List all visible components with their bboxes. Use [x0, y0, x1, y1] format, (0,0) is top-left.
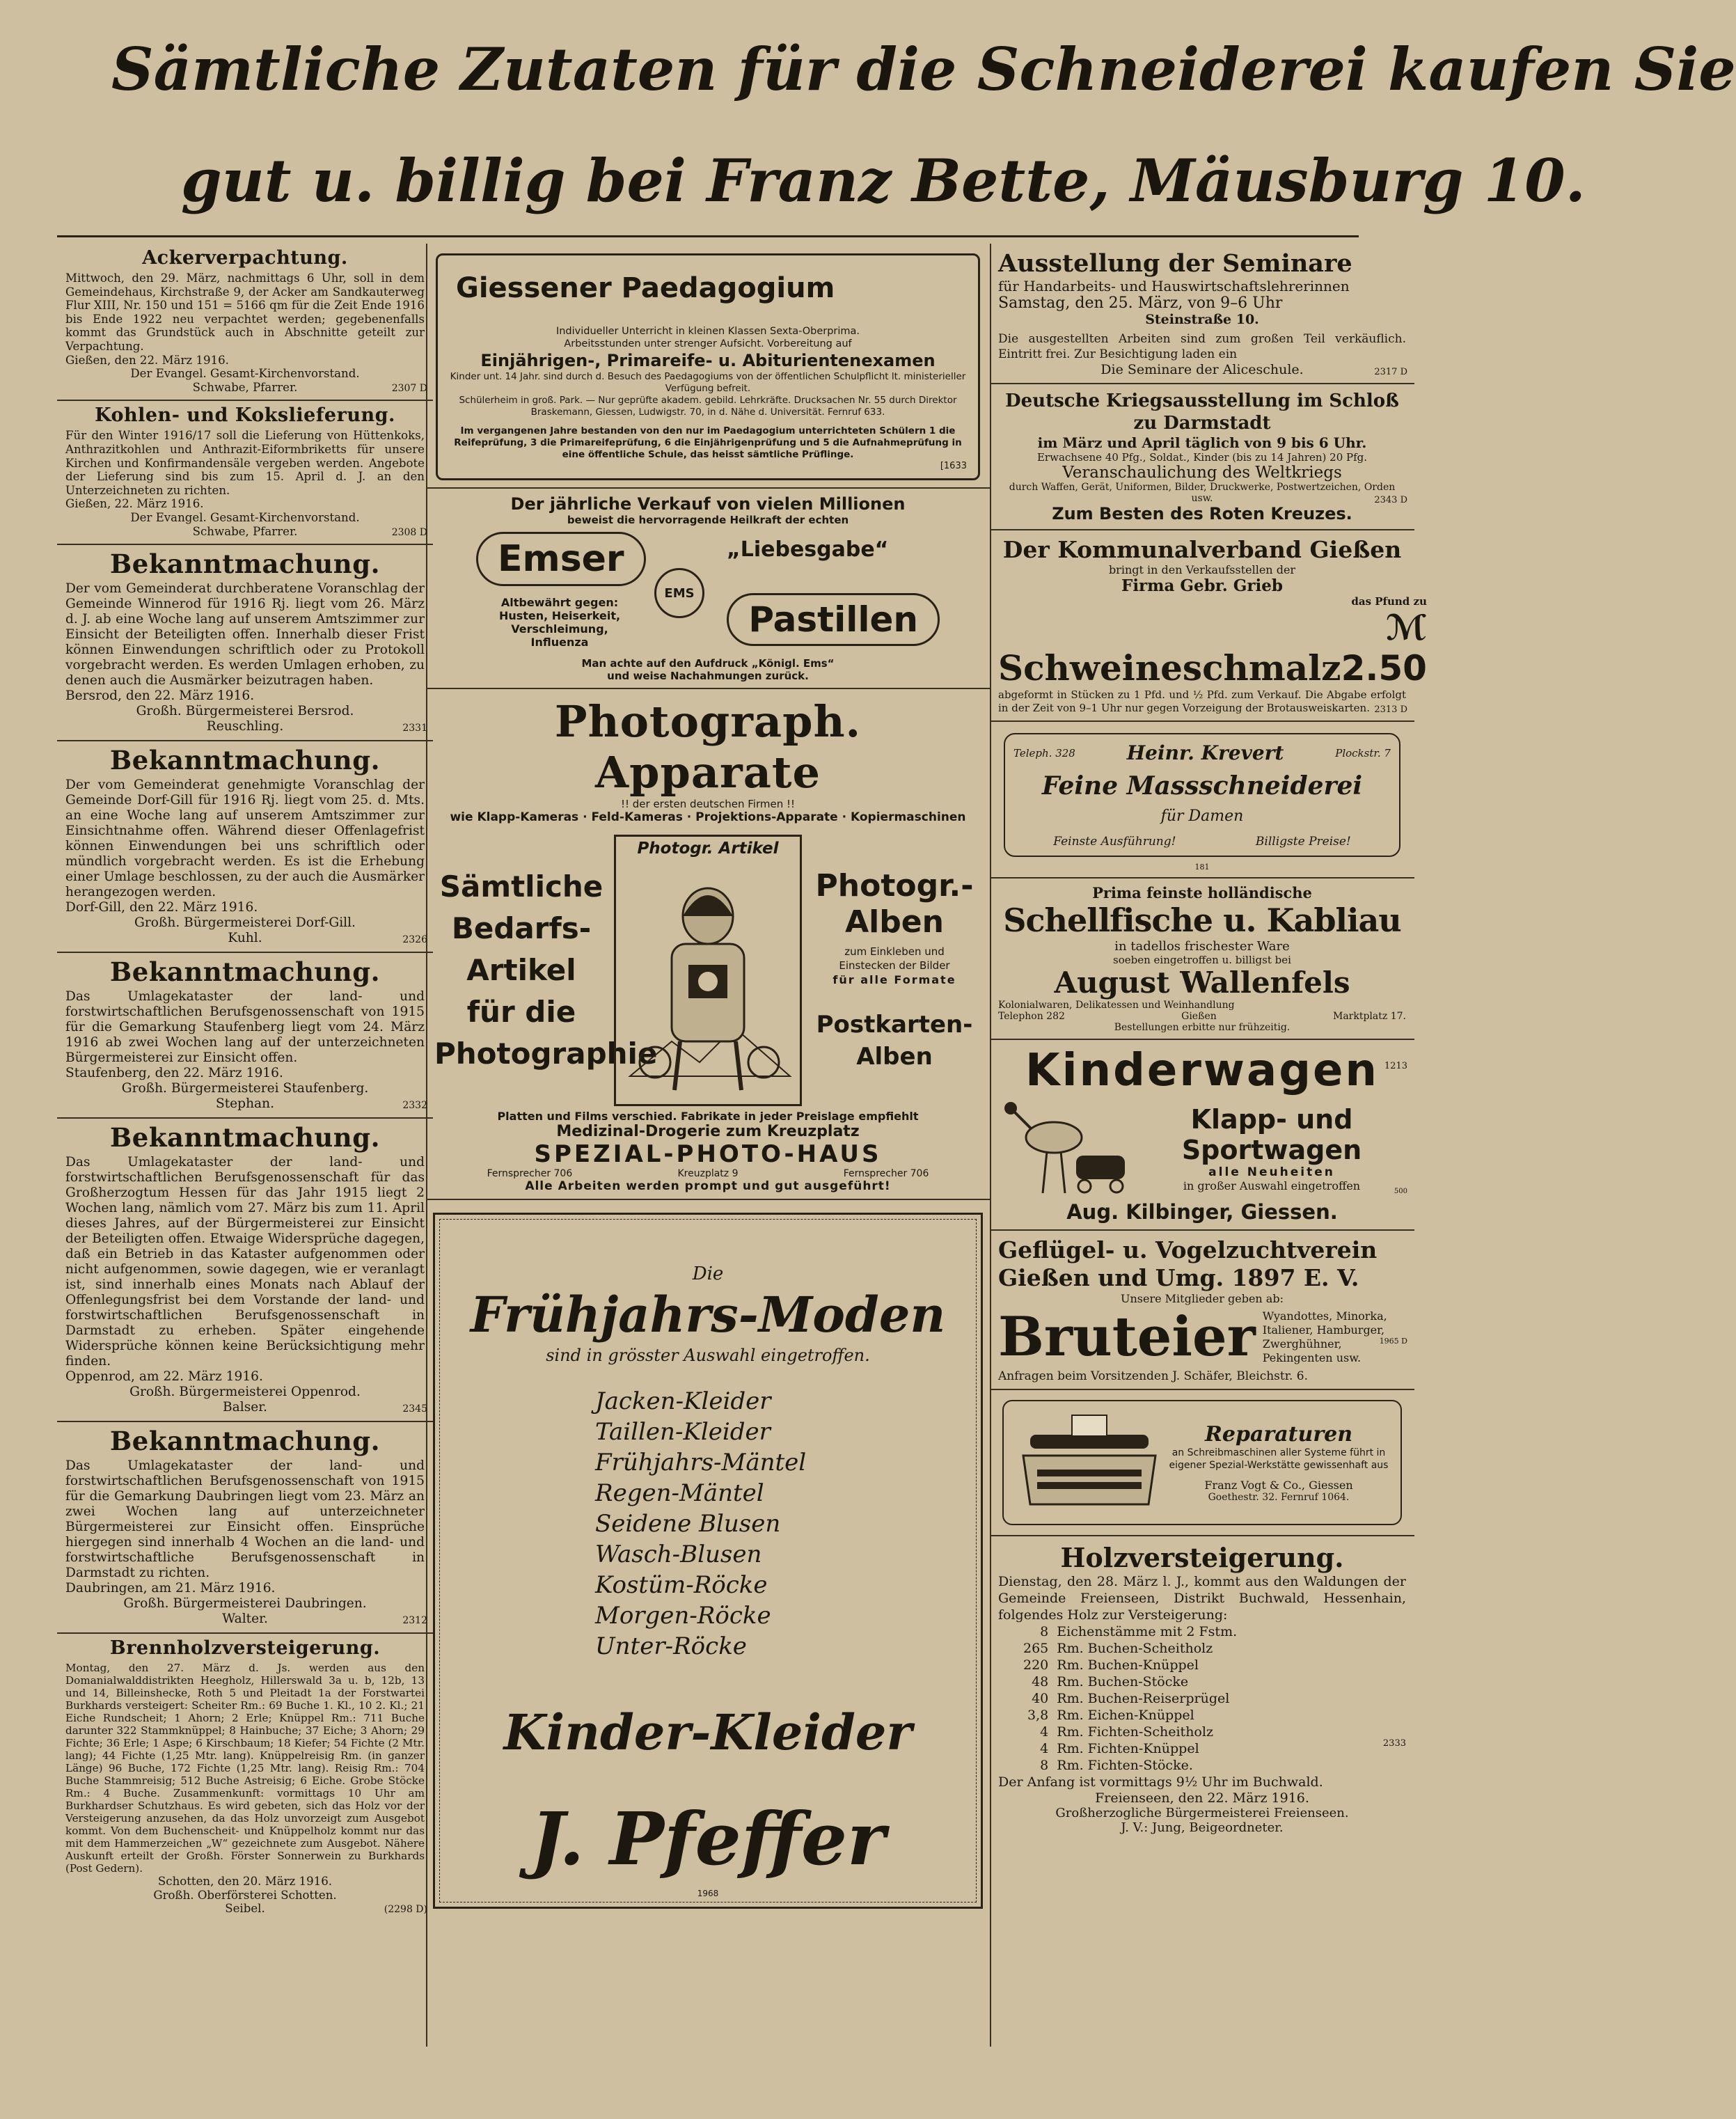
firm-name: August Wallenfels	[1054, 966, 1350, 1000]
wood-quantity: 3,8	[1027, 1708, 1049, 1723]
ad-text: Die Seminare der Aliceschule.	[1100, 362, 1304, 377]
ad-kinderwagen	[990, 1040, 1414, 1231]
phone-number: Fernsprecher 706	[843, 1168, 929, 1179]
notice-signatory: Der Evangel. Gesamt-Kirchenvorstand.	[130, 367, 360, 381]
handwritten-heading-line2: gut u. billig bei Franz Bette, Mäusburg 10.	[181, 146, 1586, 215]
wood-quantity: 40	[1032, 1691, 1049, 1706]
ad-text: Schülerheim in groß. Park. — Nur geprüfte akadem. gebild. Lehrkräfte. Drucksachen Nr. 55 durch Direktor Braskemann, Giessen, Ludwigstr. 70, in d. Nähe d. Universität. Fernruf 633.	[459, 395, 957, 418]
illustration-caption: Photogr. Artikel	[637, 840, 779, 858]
ad-text: Medizinal-Drogerie zum Kreuzplatz	[556, 1123, 860, 1140]
ad-title: Ausstellung der Seminare	[998, 249, 1352, 278]
garment-item: Wasch-Blusen	[595, 1541, 762, 1568]
wood-row	[1019, 1657, 1241, 1673]
notice-date: Schotten, den 20. März 1916.	[157, 1875, 333, 1889]
garment-item: Kostüm-Röcke	[595, 1571, 768, 1599]
ad-text: soeben eingetroffen u. billigst bei	[1113, 954, 1291, 966]
ad-text: Steinstraße 10.	[1145, 312, 1259, 327]
wood-quantity: 220	[1023, 1657, 1049, 1673]
wood-quantity: 8	[1040, 1624, 1049, 1639]
wood-type: Rm. Eichen-Knüppel	[1057, 1708, 1194, 1723]
ornamental-border	[439, 1219, 977, 1903]
firm-name: Heinr. Krevert	[1126, 741, 1284, 764]
stork-with-pram-icon	[998, 1096, 1137, 1200]
ad-text: an Schreibmaschinen aller Systeme führt in eigener Spezial-Werkstätte gewissenhaft aus	[1169, 1447, 1389, 1471]
notice-title: Bekanntmachung.	[110, 745, 380, 776]
ad-text: wie Klapp-Kameras · Feld-Kameras · Projektions-Apparate · Kopiermaschinen	[450, 810, 966, 824]
notice-kohlen	[57, 401, 433, 545]
ad-number: 1213	[1384, 1061, 1407, 1071]
notice-winnerod	[57, 545, 433, 741]
ad-text: Alle Arbeiten werden prompt und gut ausgeführt!	[525, 1179, 891, 1193]
ad-number: 1965 D	[1379, 1337, 1407, 1346]
ad-title: Geflügel- u. Vogelzuchtverein	[998, 1236, 1378, 1263]
notice-number: (2298 D)	[384, 1904, 427, 1916]
top-rule	[57, 235, 1359, 237]
ad-title: Reparaturen	[1204, 1422, 1353, 1447]
firm-name: J. Pfeffer	[530, 1796, 885, 1882]
wood-row	[1019, 1757, 1241, 1774]
notice-title: Brennholzversteigerung.	[109, 1637, 381, 1660]
ad-text: Die	[692, 1263, 724, 1284]
ad-title: Schellfische u. Kabliau	[1003, 901, 1401, 939]
photo-right-text	[807, 868, 981, 1073]
notice-number: 2333	[1382, 1738, 1406, 1749]
garment-item: Regen-Mäntel	[595, 1479, 764, 1507]
notice-number: 2308 D	[391, 526, 427, 538]
wood-type: Rm. Fichten-Knüppel	[1057, 1741, 1199, 1756]
ad-text: Feinste Ausführung!	[1053, 835, 1176, 849]
address: Marktplatz 17.	[1332, 1011, 1406, 1022]
notice-body: Der vom Gemeinderat genehmigte Voranschlag der Gemeinde Dorf-Gill für 1916 Rj. liegt vom 25. d. Mts. an eine Woche lang auf unserem Amtszimmer zur Einsichtnahme offen. Während dieser Offenlagefrist können Einwendungen bei uns schriftlich oder mündlich vorgebracht werden. Es ist die Erhebung einer Umlage beschlossen, zu der auch die Ausmärker herangezogen werden.	[65, 778, 425, 900]
wood-quantity: 48	[1032, 1674, 1049, 1689]
ad-title: Frühjahrs-Moden	[470, 1286, 946, 1344]
photo-right-line: Alben	[856, 1043, 933, 1071]
notice-date: Freienseen, den 22. März 1916.	[1095, 1790, 1309, 1806]
ad-text: in tadellos frischester Ware	[1114, 939, 1290, 954]
ad-title: Giessener Paedagogium	[456, 272, 835, 304]
notice-name: Reuschling.	[206, 719, 284, 734]
photo-right-line: Alben	[845, 904, 944, 940]
notice-name: J. V.: Jung, Beigeordneter.	[1121, 1820, 1284, 1835]
ad-seminar-ausstellung	[990, 244, 1414, 384]
firm-name: Aug. Kilbinger, Giessen.	[1066, 1200, 1338, 1224]
ad-text: alle Neuheiten	[1208, 1165, 1335, 1179]
notice-date: Daubringen, am 21. März 1916.	[65, 1581, 276, 1596]
notice-signatory: Großh. Bürgermeisterei Daubringen.	[123, 1596, 367, 1612]
handwritten-heading-line1: Sämtliche Zutaten für die Schneiderei kaufen Sie	[111, 35, 1736, 104]
wood-quantity: 4	[1040, 1741, 1049, 1756]
ad-text: in großer Auswahl eingetroffen	[1183, 1179, 1361, 1192]
ad-title: Photograph. Apparate	[554, 696, 862, 798]
notice-body: Der vom Gemeinderat durchberatene Voranschlag der Gemeinde Winnerod für 1916 Rj. liegt vom 26. März d. J. ab eine Woche lang auf unserem Amtszimmer zur Einsicht der Beteiligten offen. Innerhalb dieser Frist können Einwendungen schriftlich oder zu Protokoll vorgebracht werden. Es werden Umlagen erhoben, zu denen auch die Ausmärker beizutragen haben.	[65, 581, 425, 688]
notice-number: 2332	[402, 1100, 427, 1112]
wood-type: Rm. Buchen-Reiserprügel	[1057, 1691, 1230, 1706]
notice-title: Bekanntmachung.	[110, 549, 380, 580]
ad-paedagogium	[426, 244, 990, 489]
ad-number: 500	[1394, 1188, 1407, 1195]
emser-uses-line: Husten, Heiserkeit,	[498, 609, 621, 622]
ad-kriegsausstellung	[990, 384, 1414, 530]
ad-headline: Feine Massschneiderei	[1041, 771, 1363, 801]
ad-reparaturen	[990, 1390, 1414, 1536]
garment-item: Frühjahrs-Mäntel	[595, 1449, 807, 1476]
ad-title: Deutsche Kriegsausstellung im Schloß zu Darmstadt	[1005, 391, 1399, 434]
photo-left-line: Photographie	[434, 1037, 658, 1071]
ad-text: beweist die hervorragende Heilkraft der echten	[567, 514, 849, 526]
notice-oppenrod	[57, 1119, 433, 1422]
ad-text: sind in grösster Auswahl eingetroffen.	[546, 1346, 870, 1365]
ad-text: Wyandottes, Minorka, Italiener, Hamburger, Zwerghühner, Pekingenten usw.	[1262, 1309, 1387, 1364]
ad-fruehjahrs-moden	[433, 1213, 983, 1909]
notice-signatory: Großh. Oberförsterei Schotten.	[153, 1888, 337, 1902]
photo-left-line: Artikel	[466, 953, 576, 987]
price: ℳ 2.50	[1341, 608, 1427, 688]
notice-title: Ackerverpachtung.	[142, 247, 348, 269]
address: Plockstr. 7	[1335, 746, 1391, 759]
ad-text: für Handarbeits- und Hauswirtschaftslehrerinnen	[998, 278, 1350, 294]
ad-text: durch Waffen, Gerät, Uniformen, Bilder, Druckwerke, Postwertzeichen, Orden usw.	[1009, 482, 1396, 504]
ad-number: 1968	[697, 1889, 719, 1898]
ad-text: Man achte auf den Aufdruck „Königl. Ems“	[581, 657, 835, 670]
ad-text: Anfragen beim Vorsitzenden J. Schäfer, Bleichstr. 6.	[998, 1369, 1309, 1383]
notice-body: Das Umlagekataster der land- und forstwirtschaftlichen Berufsgenossenschaft von 1915 für die Gemarkung Daubringen liegt vom 23. März an zwei Wochen lang auf unterzeichneter Bürgermeisterei zur Einsicht offen. Einsprüche hiergegen sind innerhalb 4 Wochen an die land- und forstwirtschaftliche Berufsgenossenschaft in Darmstadt zu richten.	[65, 1458, 425, 1581]
garment-item: Taillen-Kleider	[595, 1418, 771, 1446]
notice-signatory: Großh. Bürgermeisterei Bersrod.	[136, 704, 354, 719]
notice-date: Dorf-Gill, den 22. März 1916.	[65, 900, 258, 915]
notice-daubringen	[57, 1422, 433, 1634]
ad-text: Individueller Unterricht in kleinen Klassen Sexta-Oberprima.	[555, 326, 860, 337]
notice-body: Dienstag, den 28. März l. J., kommt aus den Waldungen der Gemeinde Freienseen, Distrikt Buchwald, Hessenhain, folgendes Holz zur Versteigerung:	[998, 1574, 1406, 1623]
ad-text: Kinder unt. 14 Jahr. sind durch d. Besuch des Paedagogiums von der öffentlichen Schulpflicht lt. ministerieller Verfügung befreit.	[450, 371, 966, 394]
notice-title: Bekanntmachung.	[110, 1122, 380, 1153]
notice-name: Walter.	[222, 1612, 268, 1627]
ad-text: Billigste Preise!	[1255, 835, 1351, 849]
notice-body: Montag, den 27. März d. Js. werden aus den Domanialwalddistrikten Heegholz, Hillerswald 3a u. b, 12b, 13 und 14, Billeinshecke, Roth 5 und Pleitadt 1a der Forstwartei Burkhards versteigert: Scheiter Rm.: 69 Buche 1. Kl., 10 2. Kl.; 21 Eiche Rundscheit; 1 Ahorn; 2 Erle; Knüppel Rm.: 711 Buche darunter 322 Stammknüppel; 8 Hainbuche; 37 Eiche; 3 Ahorn; 29 Fichte; 36 Erle; 1 Aspe; 6 Kirschbaum; 18 Kiefer; 54 Fichte (2 Mtr. lang); 44 Fichte (1,25 Mtr. lang). Knüppelreisig Rm. (in ganzer Länge) 96 Buche, 172 Fichte (1,25 Mtr. lang). Reisig Rm.: 704 Buche Stammreisig; 512 Buche Astreisig; 6 Eiche. Grobe Stöcke Rm.: 4 Buche. Zusammenkunft: vormittags 10 Uhr am Burkhardser Schutzhaus. Es wird gebeten, sich das Holz vor der Versteigerung anzusehen, da das Holz unvorzeigt zum Ausgebot kommt. Von dem Buchenscheit- und Knüppelholz kommt nur das mit dem Hammerzeichen „W“ gezeichnete zum Ausgebot. Nähere Auskunft erteilt der Großh. Förster Sonnerwein zu Burkhards (Post Gedern).	[65, 1662, 425, 1875]
notice-brennholz	[57, 1634, 433, 1921]
wood-type: Rm. Fichten-Stöcke.	[1057, 1758, 1193, 1773]
ad-text: Firma Gebr. Grieb	[1121, 576, 1284, 595]
ad-text: Die ausgestellten Arbeiten sind zum großen Teil verkäuflich. Eintritt frei. Zur Besichtigung laden ein	[998, 332, 1406, 361]
wood-row	[1019, 1724, 1241, 1740]
photo-left-line: Bedarfs-	[451, 911, 592, 945]
wood-quantity: 8	[1040, 1758, 1049, 1773]
ad-text: Unsere Mitglieder geben ab:	[1121, 1292, 1284, 1305]
ad-krevert	[990, 722, 1414, 879]
ad-number: 2343 D	[1374, 495, 1407, 505]
ad-title: Der Kommunalverband Gießen	[1002, 536, 1402, 563]
wood-type: Rm. Buchen-Knüppel	[1057, 1657, 1199, 1673]
garment-item: Seidene Blusen	[595, 1510, 781, 1538]
ad-text: Im vergangenen Jahre bestanden von den nur im Paedagogium unterrichteten Schülern 1 die Reifeprüfung, 3 die Primareifeprüfung, 6 die Einjährigenprüfung und 5 die Aufnahmeprüfung in eine öffentliche Schule, das heisst sämtliche Prüflinge.	[454, 425, 962, 460]
ad-text: Bestellungen erbitte nur frühzeitig.	[1114, 1022, 1291, 1033]
wood-quantity: 265	[1023, 1641, 1049, 1656]
notice-body: Mittwoch, den 29. März, nachmittags 6 Uhr, soll in dem Gemeindehaus, Kirchstraße 9, der Acker am Sandkauterweg Flur XIII, Nr. 150 und 151 = 5166 qm für die Zeit Ende 1916 bis Ende 1922 neu verpachtet werden; gegebenenfalls kommt das Grundstück auch in Abschnitte geteilt zur Verpachtung.	[65, 271, 425, 353]
ad-text: Prima feinste holländische	[1092, 884, 1312, 901]
ad-kommunalverband	[990, 530, 1427, 722]
address: Goethestr. 32. Fernruf 1064.	[1208, 1492, 1350, 1503]
wood-row	[1019, 1640, 1241, 1657]
ad-headline: Der jährliche Verkauf von vielen Millionen	[510, 494, 906, 514]
ad-text: Veranschaulichung des Weltkriegs	[1062, 464, 1342, 482]
ad-number: 181	[1194, 862, 1210, 872]
emser-uses-line: Altbewährt gegen:	[500, 596, 619, 609]
ad-text: !! der ersten deutschen Firmen !!	[620, 798, 796, 810]
wood-type: Rm. Buchen-Stöcke	[1057, 1674, 1189, 1689]
emser-box	[476, 532, 940, 657]
phone-number: Fernsprecher 706	[487, 1168, 573, 1179]
emser-uses	[490, 596, 629, 649]
wood-type: Rm. Buchen-Scheitholz	[1057, 1641, 1213, 1656]
garment-item: Unter-Röcke	[595, 1632, 747, 1660]
notice-number: 2326	[402, 934, 427, 946]
ad-text: Kolonialwaren, Delikatessen und Weinhandlung	[998, 1000, 1235, 1011]
notice-signatory: Großh. Bürgermeisterei Staufenberg.	[121, 1081, 369, 1096]
product-name: Bruteier	[998, 1305, 1256, 1369]
typewriter-icon	[1009, 1407, 1162, 1518]
photo-left-line: für die	[466, 995, 576, 1029]
pastillen-word: Pastillen	[727, 593, 940, 646]
ad-text: und weise Nachahmungen zurück.	[607, 670, 809, 682]
phone-number: Teleph. 328	[1013, 746, 1075, 759]
notice-title: Kohlen- und Kokslieferung.	[95, 404, 395, 427]
ad-text: für Damen	[1160, 808, 1244, 825]
wood-table	[1019, 1623, 1241, 1774]
notice-name: Seibel.	[225, 1902, 265, 1916]
notice-date: Bersrod, den 22. März 1916.	[65, 688, 255, 704]
photo-left-line: Sämtliche	[439, 869, 603, 904]
ad-text: Erwachsene 40 Pfg., Soldat., Kinder (bis zu 14 Jahren) 20 Pfg.	[1036, 451, 1368, 464]
notice-dorf-gill	[57, 741, 433, 953]
wood-row	[1019, 1623, 1241, 1640]
photo-right-line: Photogr.-	[815, 868, 974, 904]
notice-staufenberg	[57, 953, 433, 1119]
column-ads-center	[426, 244, 990, 2047]
notice-ackerverpachtung	[57, 244, 433, 401]
wood-row	[1019, 1740, 1241, 1757]
notice-signatory: Großh. Bürgermeisterei Oppenrod.	[129, 1385, 361, 1400]
notice-signatory: Großherzogliche Bürgermeisterei Freienseen.	[1055, 1806, 1349, 1820]
photo-right-line: für alle Formate	[833, 973, 956, 986]
ad-title: Gießen und Umg. 1897 E. V.	[998, 1264, 1359, 1291]
notice-title: Bekanntmachung.	[110, 1426, 380, 1457]
notice-number: 2345	[402, 1403, 427, 1415]
ad-title: Kinderwagen	[1025, 1045, 1379, 1096]
photographer-figure-icon	[616, 867, 800, 1104]
ad-text: Platten und Films verschied. Fabrikate in jeder Preislage empfiehlt	[497, 1110, 919, 1123]
notice-signatory: Der Evangel. Gesamt-Kirchenvorstand.	[130, 510, 360, 524]
ad-headline: Zum Besten des Roten Kreuzes.	[1052, 504, 1352, 523]
garment-item: Jacken-Kleider	[595, 1387, 771, 1415]
notice-name: Stephan.	[215, 1096, 275, 1112]
notice-number: 2312	[402, 1615, 427, 1627]
ad-text: bringt in den Verkaufsstellen der	[1108, 563, 1296, 576]
ad-text: Arbeitsstunden unter strenger Aufsicht. Vorbereitung auf	[564, 338, 852, 349]
ad-number: [1633	[940, 461, 967, 471]
wood-type: Eichenstämme mit 2 Fstm.	[1057, 1624, 1238, 1639]
address: Kreuzplatz 9	[677, 1168, 739, 1179]
notice-body: Das Umlagekataster der land- und forstwirtschaftlichen Berufsgenossenschaft für das Großherzogtum Hessen für das Jahr 1915 liegt 2 Wochen lang, nämlich vom 27. März bis zum 11. April dieses Jahres, auf der Bürgermeisterei zur Einsicht der Beteiligten offen. Etwaige Widersprüche dagegen, daß ein Betrieb in das Kataster aufgenommen oder nicht aufgenommen, sowie dagegen, wie er veranlagt ist, sind innerhalb eines Monats nach Ablauf der Offenlegungsfrist bei dem Vorstande der land- und forstwirtschaftlichen Berufsgenossenschaft in Darmstadt zu erheben. Später eingehende Widersprüche können keine Berücksichtigung mehr finden.	[65, 1155, 425, 1369]
ems-seal-icon: EMS	[654, 568, 704, 618]
notice-title: Holzversteigerung.	[1060, 1542, 1344, 1573]
ad-text: Samstag, den 25. März, von 9–6 Uhr	[998, 294, 1283, 312]
emser-word: Emser	[476, 532, 646, 586]
ad-number: 2313 D	[1374, 704, 1407, 715]
photo-left-text	[434, 866, 658, 1075]
notice-name: Balser.	[223, 1400, 267, 1415]
notice-name: Kuhl.	[228, 931, 262, 946]
ad-headline: Einjährigen-, Primareife- u. Abiturientenexamen	[480, 351, 936, 370]
notice-date: Oppenrod, am 22. März 1916.	[65, 1369, 263, 1385]
photo-right-line: Postkarten-	[816, 1011, 973, 1039]
ad-text: Klapp- und	[1190, 1103, 1353, 1135]
wood-table-body	[1019, 1623, 1241, 1774]
ad-text: abgeformt in Stücken zu 1 Pfd. und ½ Pfd. zum Verkauf. Die Abgabe erfolgt in der Zeit von 9–1 Uhr nur gegen Vorzeigung der Brotausweiskarten.	[998, 688, 1406, 714]
photo-right-line: Einstecken der Bilder	[839, 959, 950, 972]
column-ads-right	[990, 244, 1427, 2047]
ad-photo-apparate	[426, 689, 990, 1200]
photographer-illustration	[614, 835, 802, 1106]
ad-headline: Kinder-Kleider	[503, 1703, 913, 1761]
wood-row	[1019, 1690, 1241, 1707]
emser-uses-line: Verschleimung, Influenza	[511, 622, 608, 649]
notice-name: Schwabe, Pfarrer.	[192, 380, 298, 394]
notice-name: Schwabe, Pfarrer.	[192, 524, 298, 538]
ad-gefluegelzuchtverein	[990, 1231, 1414, 1390]
garment-item: Morgen-Röcke	[595, 1602, 771, 1630]
phone-number: Telephon 282	[998, 1011, 1065, 1022]
wood-row	[1019, 1673, 1241, 1690]
notice-holzversteigerung	[990, 1536, 1414, 1841]
wood-quantity: 4	[1040, 1724, 1049, 1740]
notice-signatory: Großh. Bürgermeisterei Dorf-Gill.	[134, 915, 356, 931]
ad-text: im März und April täglich von 9 bis 6 Uhr.	[1037, 434, 1367, 451]
ad-emser-pastillen	[426, 489, 990, 689]
notice-title: Bekanntmachung.	[110, 956, 380, 988]
ad-headline: SPEZIAL-PHOTO-HAUS	[534, 1140, 882, 1168]
notice-number: 2307 D	[391, 382, 427, 394]
photo-right-line: zum Einkleben und	[844, 945, 945, 958]
wood-type: Rm. Fichten-Scheitholz	[1057, 1724, 1213, 1740]
ad-text: Sportwagen	[1181, 1134, 1362, 1165]
notice-date: Staufenberg, den 22. März 1916.	[65, 1066, 283, 1081]
notice-number: 2331	[402, 723, 427, 734]
ad-text: das Pfund zu	[1351, 595, 1427, 608]
product-name: Schweineschmalz	[998, 647, 1341, 688]
notice-date: Gießen, den 22. März 1916.	[65, 353, 229, 367]
notice-body: Für den Winter 1916/17 soll die Lieferung von Hüttenkoks, Anthrazitkohlen und Anthrazit-Eiformbriketts für unsere Kirchen und Konfirmandensäle vergeben werden. Angebote der Lieferung sind bis zum 15. April d. J. an den Unterzeichneten zu richten.	[65, 429, 425, 497]
ad-number: 2317 D	[1374, 367, 1407, 377]
firm-name: Franz Vogt & Co., Giessen	[1204, 1479, 1353, 1492]
column-notices	[57, 244, 433, 2047]
notice-body: Das Umlagekataster der land- und forstwirtschaftlichen Berufsgenossenschaft von 1915 für die Gemarkung Staufenberg liegt vom 24. März 1916 ab zwei Wochen lang auf der unterzeichneten Bürgermeisterei zur Einsicht offen.	[65, 989, 425, 1066]
wood-row	[1019, 1707, 1241, 1724]
emser-label: „Liebesgabe“	[727, 537, 889, 562]
notice-date: Gießen, 22. März 1916.	[65, 497, 204, 511]
ad-text: Gießen	[1181, 1011, 1217, 1022]
notice-body: Der Anfang ist vormittags 9½ Uhr im Buchwald.	[998, 1774, 1323, 1790]
